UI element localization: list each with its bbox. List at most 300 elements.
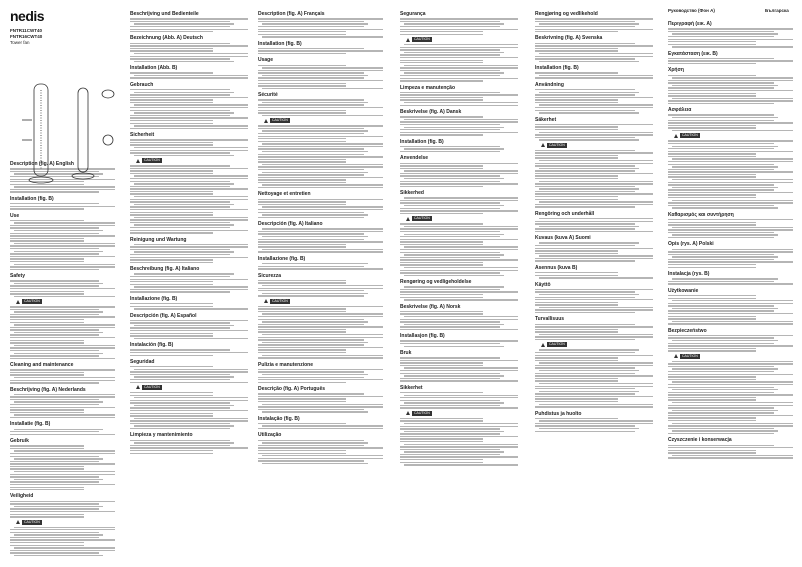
section-heading: Installatie (fig. B) (10, 421, 51, 428)
text-line (130, 371, 248, 372)
text-line (672, 158, 793, 159)
text-line (535, 48, 618, 49)
text-line (668, 169, 774, 170)
warning-triangle-icon (406, 38, 410, 42)
text-line (10, 225, 115, 226)
text-line (10, 474, 115, 475)
text-line (404, 395, 518, 396)
text-line (262, 151, 368, 152)
text-line (404, 226, 518, 227)
text-line (535, 72, 618, 73)
text-line (400, 272, 500, 273)
text-line (672, 308, 778, 309)
text-line (10, 355, 99, 356)
text-line (535, 365, 653, 366)
text-line (668, 93, 756, 94)
text-line (668, 184, 774, 185)
text-line (400, 365, 483, 366)
text-line (10, 453, 115, 454)
text-line (535, 186, 635, 187)
section-heading: Instalación (fig. B) (130, 342, 174, 349)
text-line (400, 259, 518, 260)
text-line (130, 415, 213, 416)
text-line (262, 263, 368, 264)
text-line (400, 378, 500, 379)
text-line (258, 398, 346, 399)
text-line (14, 458, 103, 459)
text-line (668, 267, 756, 268)
text-line (14, 506, 103, 507)
text-line (130, 128, 248, 129)
text-line (539, 92, 639, 93)
text-line (14, 296, 115, 297)
section-heading: Installation (fig. B) (258, 40, 302, 47)
text-line (668, 343, 774, 344)
text-line (258, 187, 383, 188)
text-line (539, 61, 639, 62)
text-line (130, 392, 213, 393)
text-line (400, 326, 500, 327)
text-line (535, 386, 653, 387)
text-line (10, 511, 115, 512)
text-line (10, 445, 84, 446)
warning-label (16, 299, 115, 304)
text-line (134, 224, 234, 225)
text-line (535, 152, 653, 153)
text-line (130, 97, 248, 98)
text-line (258, 382, 346, 383)
section-heading: Descrição (fig. A) Português (258, 386, 326, 393)
section-heading: Gebrauch (130, 81, 154, 88)
text-line (130, 58, 230, 59)
text-line (10, 350, 99, 351)
text-line (535, 260, 635, 261)
text-line (258, 212, 364, 213)
text-line (10, 396, 115, 397)
text-line (130, 349, 230, 350)
text-line (130, 123, 213, 124)
text-line (668, 224, 756, 225)
text-line (535, 137, 635, 138)
text-line (130, 232, 213, 233)
text-line (535, 129, 618, 130)
text-line (668, 87, 774, 88)
text-line (400, 360, 518, 361)
text-line (404, 324, 504, 325)
text-line (535, 99, 618, 100)
text-line (14, 222, 115, 223)
text-line (539, 362, 653, 363)
text-line (10, 258, 84, 259)
text-line (10, 448, 84, 449)
text-line (535, 193, 653, 194)
text-line (672, 423, 793, 424)
text-line (130, 178, 248, 179)
text-line (539, 242, 639, 243)
text-line (535, 406, 653, 407)
text-line (258, 306, 383, 307)
text-line (400, 297, 483, 298)
text-line (668, 143, 774, 144)
text-line (535, 378, 618, 379)
text-line (10, 329, 99, 330)
text-line (535, 89, 635, 90)
text-line (134, 244, 248, 245)
text-line (535, 134, 653, 135)
column-5 (535, 8, 653, 556)
warning-label (16, 520, 115, 525)
text-line (130, 45, 248, 46)
text-line (400, 67, 518, 68)
text-line (668, 63, 756, 64)
text-line (668, 219, 793, 220)
text-line (535, 124, 653, 125)
text-line (10, 233, 99, 234)
text-line (668, 114, 774, 115)
column-2 (130, 8, 248, 556)
text-line (668, 394, 793, 395)
text-line (400, 21, 500, 22)
section-heading: Beskrivelse (fig. A) Norsk (400, 303, 461, 310)
text-line (262, 342, 368, 343)
warning-label (674, 133, 793, 138)
section-heading: Asennus (kuva B) (535, 264, 578, 271)
warning-label (541, 143, 653, 148)
text-line (404, 65, 518, 66)
text-line (10, 484, 115, 485)
text-line (258, 339, 364, 340)
section-heading: Puhdistus ja huolto (535, 410, 582, 417)
text-line (668, 313, 793, 314)
text-line (400, 438, 483, 439)
text-line (404, 254, 504, 255)
text-line (535, 329, 618, 330)
text-line (258, 70, 383, 71)
text-line (400, 418, 483, 419)
text-line (258, 169, 364, 170)
text-line (10, 466, 84, 467)
text-line (134, 92, 234, 93)
text-line (258, 141, 346, 142)
text-line (14, 555, 103, 556)
section-heading: Sikkerhed (400, 190, 424, 197)
text-line (535, 31, 618, 32)
text-line (130, 246, 248, 247)
text-line (130, 94, 230, 95)
text-line (668, 384, 793, 385)
text-line (672, 117, 778, 118)
text-line (400, 34, 483, 35)
warning-label (541, 342, 653, 347)
text-line (668, 194, 756, 195)
text-line (535, 45, 653, 46)
text-line (130, 374, 230, 375)
text-line (668, 281, 774, 282)
text-line (404, 148, 504, 149)
text-line (134, 155, 234, 156)
warning-label (406, 411, 518, 416)
text-line (400, 362, 483, 363)
text-line (262, 67, 383, 68)
text-line (258, 154, 364, 155)
text-line (404, 119, 518, 120)
text-line (400, 446, 518, 447)
text-line (258, 201, 346, 202)
text-line (668, 397, 756, 398)
text-line (130, 99, 213, 100)
text-line (535, 157, 618, 158)
text-line (539, 370, 639, 371)
text-line (258, 166, 383, 167)
text-line (668, 75, 756, 76)
warning-triangle-icon (541, 143, 545, 147)
text-line (535, 107, 653, 108)
text-line (262, 334, 383, 335)
text-line (258, 179, 346, 180)
text-line (668, 254, 774, 255)
text-line (130, 31, 213, 32)
text-line (668, 392, 774, 393)
text-line (539, 168, 639, 169)
text-line (258, 26, 364, 27)
text-line (400, 459, 483, 460)
warning-label (406, 216, 518, 221)
text-line (258, 161, 346, 162)
section-heading: Säkerhet (535, 116, 557, 123)
text-line (535, 401, 618, 402)
text-line (668, 425, 793, 426)
text-line (10, 309, 99, 310)
text-line (668, 323, 793, 324)
text-line (258, 136, 383, 137)
text-line (668, 151, 793, 152)
text-line (130, 199, 248, 200)
text-line (672, 179, 793, 180)
text-line (10, 431, 99, 432)
text-line (400, 183, 518, 184)
text-line (258, 251, 383, 252)
text-line (668, 447, 793, 448)
text-line (258, 133, 364, 134)
section-heading: Limpeza e manutenção (400, 84, 456, 91)
text-line (258, 396, 383, 397)
text-line (400, 228, 518, 229)
text-line (535, 245, 635, 246)
text-line (134, 125, 248, 126)
text-line (14, 283, 103, 284)
warning-label-text: CAUTION (414, 410, 430, 415)
text-line (10, 245, 115, 246)
text-line (262, 442, 368, 443)
text-line (262, 455, 383, 456)
text-line (130, 440, 230, 441)
text-line (134, 196, 248, 197)
text-line (535, 170, 635, 171)
text-line (400, 163, 518, 164)
text-line (400, 49, 500, 50)
text-line (535, 373, 635, 374)
section-heading: Χρήση (668, 67, 684, 74)
text-line (539, 334, 653, 335)
text-line (130, 181, 230, 182)
product-title: Tower fan (10, 40, 30, 45)
warning-label-text: CAUTION (414, 37, 430, 42)
text-line (400, 60, 483, 61)
section-heading: Εγκατάσταση (εικ. B) (668, 50, 718, 57)
text-line (668, 205, 774, 206)
text-line (262, 130, 368, 131)
text-line (130, 72, 213, 73)
text-line (14, 251, 103, 252)
text-line (10, 337, 115, 338)
text-line (400, 321, 500, 322)
text-line (134, 61, 234, 62)
warning-label-text: CAUTION (682, 133, 698, 138)
section-heading: Descripción (fig. A) Italiano (258, 221, 323, 228)
warning-label (674, 354, 793, 359)
text-line (130, 382, 248, 383)
section-heading: Instalação (fig. B) (258, 415, 300, 422)
text-line (668, 337, 774, 338)
text-line (535, 289, 653, 290)
text-line (535, 375, 653, 376)
section-heading: Pulizia e manutenzione (258, 361, 314, 368)
text-line (10, 340, 84, 341)
text-line (535, 312, 635, 313)
text-line (535, 206, 635, 207)
text-line (535, 26, 635, 27)
text-line (130, 423, 230, 424)
text-line (258, 357, 383, 358)
column-6 (668, 18, 793, 566)
section-heading: Reinigung und Wartung (130, 236, 187, 243)
text-line (668, 41, 756, 42)
text-line (10, 306, 115, 307)
text-line (668, 303, 793, 304)
section-heading: Beschrijving und Bedienteile (130, 11, 199, 17)
text-line (535, 275, 618, 276)
text-line (535, 360, 618, 361)
text-line (668, 31, 774, 32)
text-line (400, 186, 483, 187)
text-line (258, 423, 346, 424)
text-line (258, 326, 383, 327)
text-line (10, 288, 115, 289)
text-line (130, 327, 230, 328)
text-line (539, 188, 639, 189)
text-line (10, 529, 115, 530)
text-line (672, 33, 778, 34)
warning-label-text: CAUTION (272, 118, 288, 123)
text-line (130, 89, 230, 90)
column-4 (400, 8, 518, 556)
text-line (400, 462, 483, 463)
text-line (258, 50, 383, 51)
text-line (535, 352, 635, 353)
text-line (10, 489, 84, 490)
text-line (14, 429, 103, 430)
text-line (10, 417, 115, 418)
text-line (258, 182, 346, 183)
text-line (134, 286, 248, 287)
fan-remote-detail (102, 90, 114, 98)
text-line (134, 204, 234, 205)
text-line (10, 542, 84, 543)
text-line (130, 303, 213, 304)
text-line (404, 127, 504, 128)
text-line (668, 259, 774, 260)
text-line (262, 313, 383, 314)
warning-label-text: CAUTION (272, 298, 288, 303)
text-line (400, 343, 500, 344)
text-line (672, 340, 778, 341)
text-line (535, 175, 618, 176)
text-line (404, 52, 504, 53)
text-line (672, 227, 793, 228)
section-heading: Installazione (fig. B) (258, 255, 306, 262)
section-heading: Sicurezza (258, 272, 282, 279)
text-line (668, 371, 774, 372)
text-line (258, 177, 383, 178)
text-line (14, 324, 115, 325)
text-line (668, 222, 756, 223)
header-right-left: Руководство (Фон А) (668, 8, 715, 13)
text-line (668, 335, 793, 336)
text-line (539, 255, 653, 256)
text-line (10, 409, 84, 410)
text-line (14, 311, 103, 312)
text-line (400, 420, 483, 421)
text-line (535, 183, 653, 184)
text-line (400, 26, 500, 27)
text-line (672, 381, 793, 382)
text-line (130, 352, 248, 353)
text-line (668, 156, 756, 157)
text-line (404, 464, 518, 465)
text-line (130, 206, 230, 207)
text-line (10, 248, 99, 249)
text-line (258, 347, 383, 348)
text-line (535, 178, 618, 179)
text-line (130, 249, 230, 250)
text-line (258, 246, 346, 247)
section-heading: Bruk (400, 349, 412, 356)
warning-label-text: CAUTION (24, 299, 40, 304)
text-line (535, 380, 618, 381)
text-line (258, 324, 364, 325)
text-line (134, 251, 234, 252)
text-line (535, 56, 653, 57)
text-line (404, 23, 504, 24)
column-1-body (10, 161, 115, 556)
section-heading: Anvendelse (400, 155, 429, 162)
fan-base-side (72, 173, 94, 179)
text-line (262, 102, 368, 103)
text-line (10, 203, 99, 204)
text-line (130, 209, 248, 210)
text-line (10, 347, 115, 348)
text-line (668, 127, 756, 128)
text-line (668, 140, 793, 141)
text-line (668, 412, 774, 413)
text-line (668, 58, 774, 59)
text-line (400, 456, 518, 457)
text-line (10, 334, 99, 335)
warning-triangle-icon (16, 300, 20, 304)
text-line (10, 539, 115, 540)
text-line (10, 261, 84, 262)
warning-triangle-icon (16, 520, 20, 524)
